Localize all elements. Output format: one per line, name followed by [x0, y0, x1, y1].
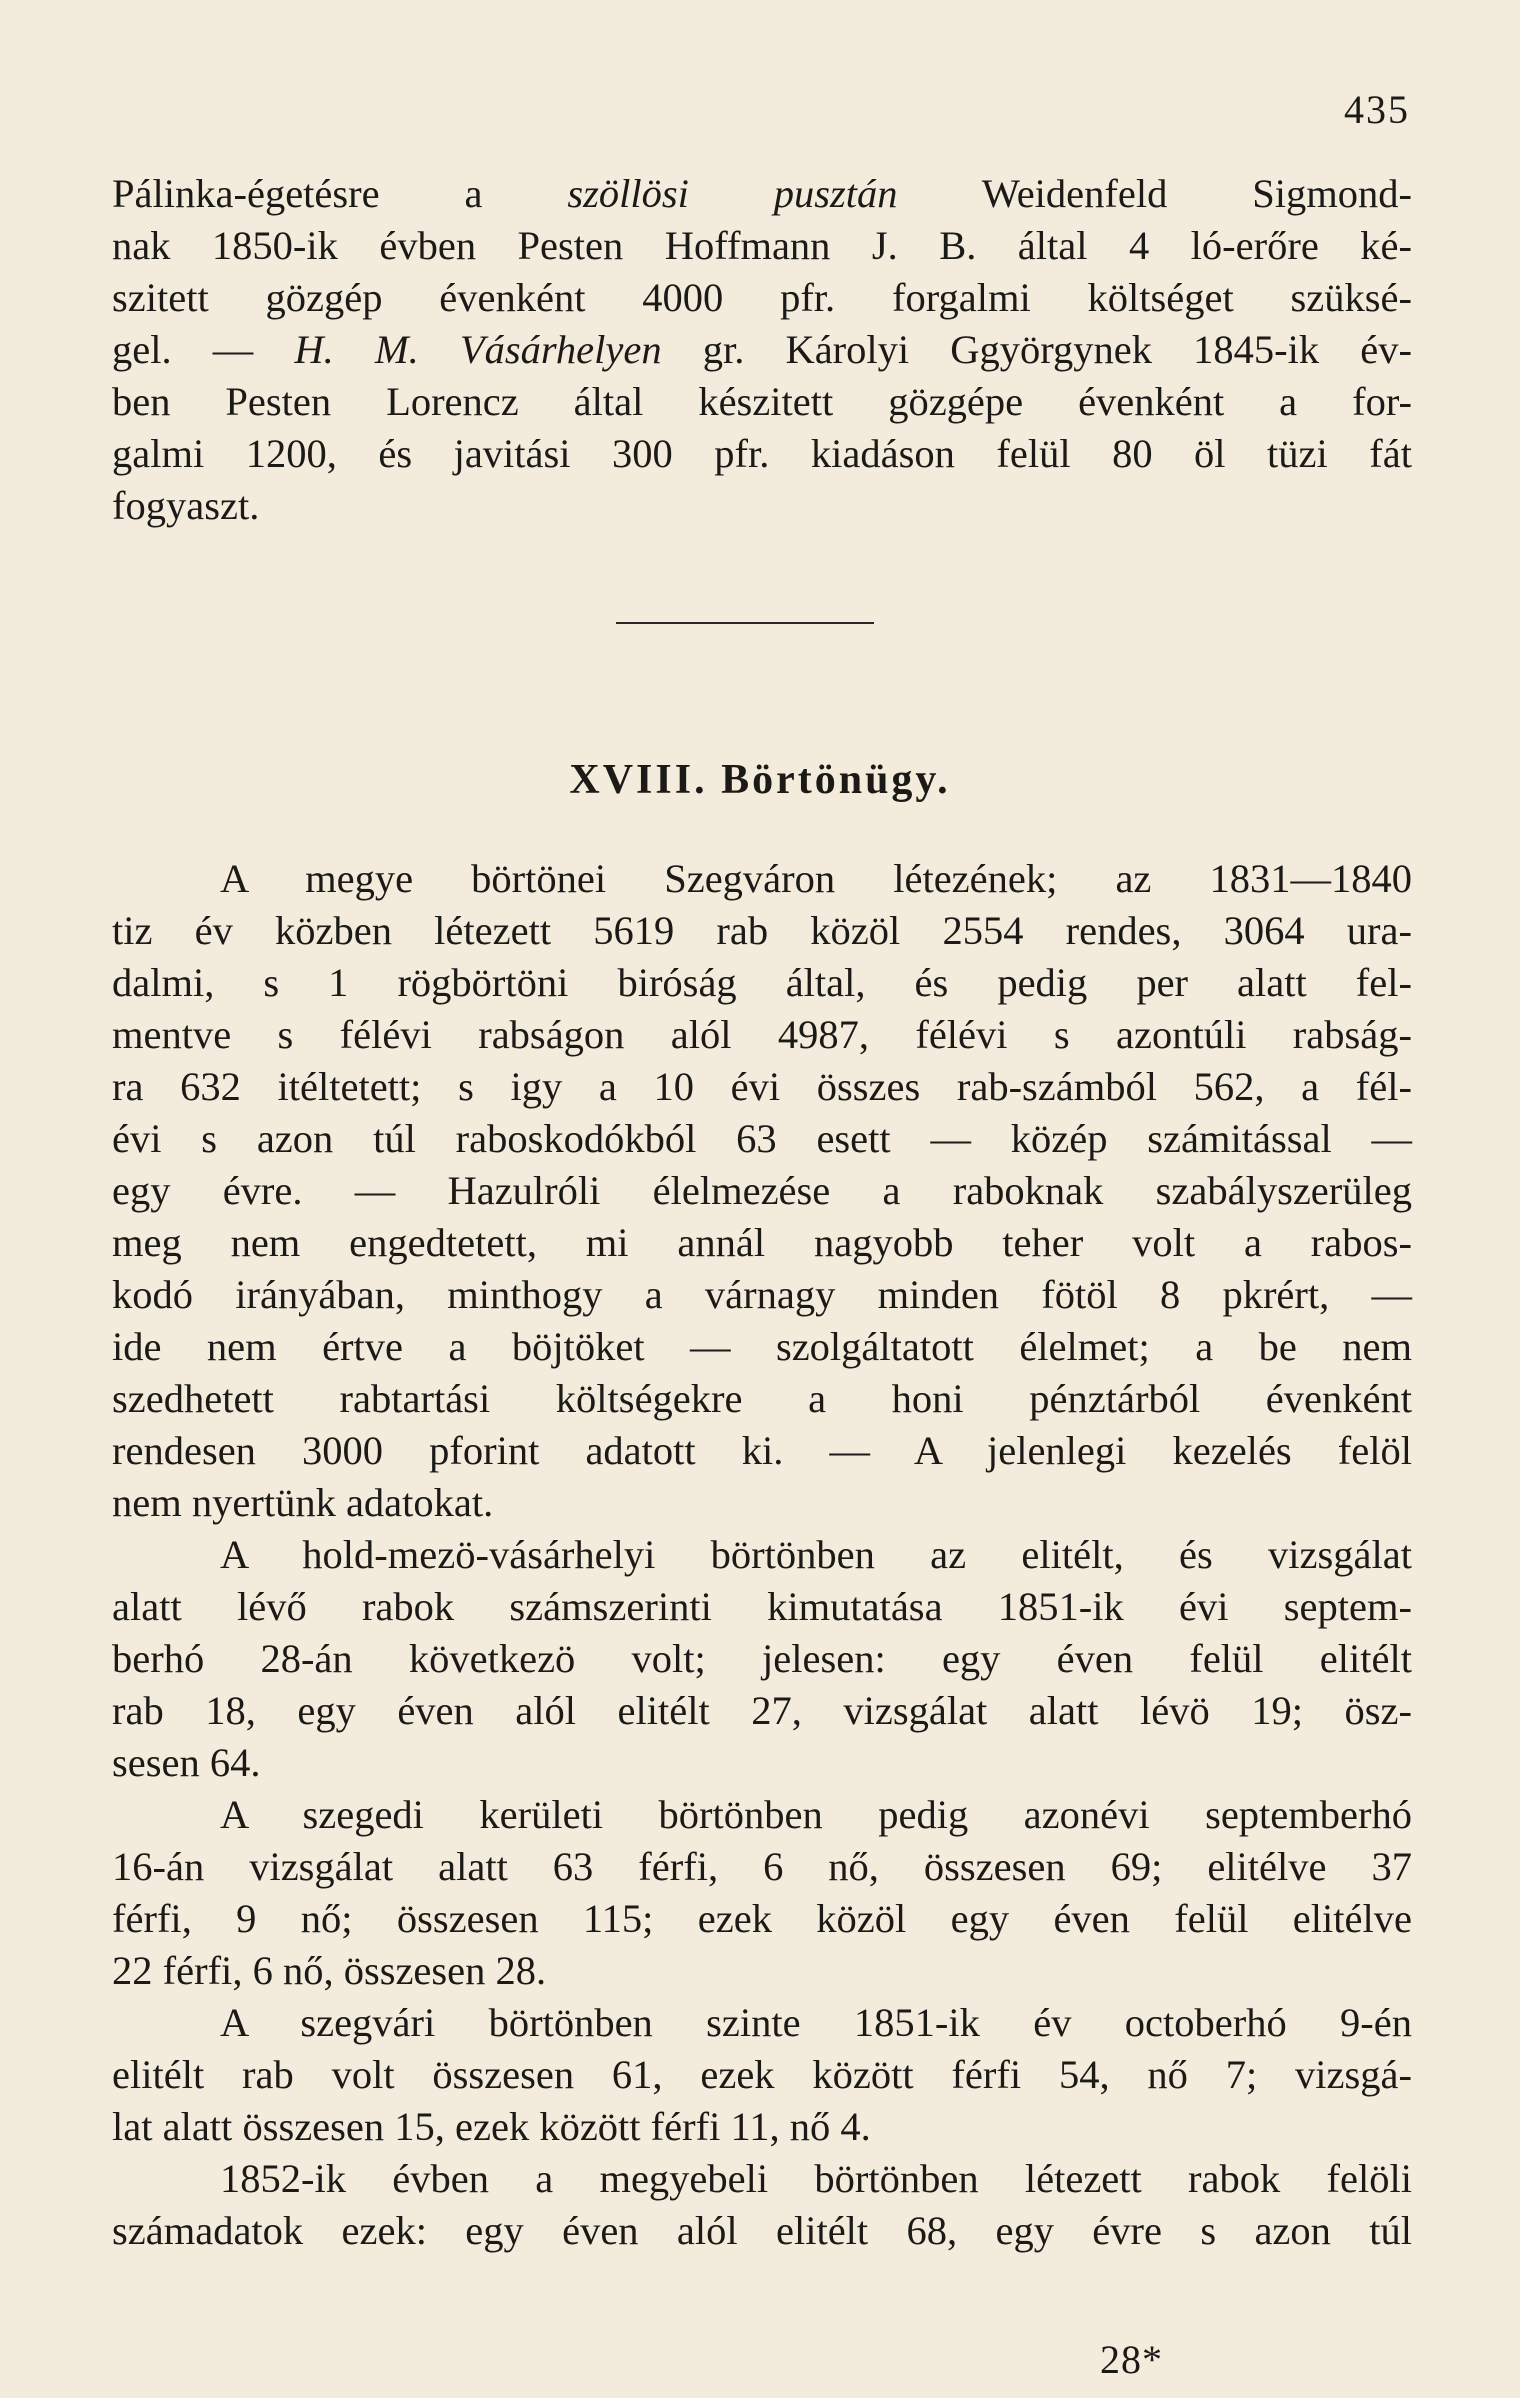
body-line: ide nem értve a böjtöket — szolgáltatott élelmet; a be nem: [112, 1324, 1412, 1369]
body-line: rendesen 3000 pforint adatott ki. — A jelenlegi kezelés felöl: [112, 1428, 1412, 1473]
body-line: alatt lévő rabok számszerinti kimutatása 1851-ik évi septem-: [112, 1584, 1412, 1629]
intro-line: Pálinka-égetésre a szöllösi pusztán Weidenfeld Sigmond-: [112, 171, 1412, 216]
intro-line: gel. — H. M. Vásárhelyen gr. Károlyi Ggyörgynek 1845-ik év-: [112, 327, 1412, 372]
body-line: évi s azon túl raboskodókból 63 esett — közép számitással —: [112, 1116, 1412, 1161]
body-line: dalmi, s 1 rögbörtöni biróság által, és pedig per alatt fel-: [112, 960, 1412, 1005]
intro-line: nak 1850-ik évben Pesten Hoffmann J. B. által 4 ló-erőre ké-: [112, 223, 1412, 268]
body-line: lat alatt összesen 15, ezek között férfi 11, nő 4.: [112, 2104, 871, 2149]
intro-line: szitett gözgép évenként 4000 pfr. forgalmi költséget szüksé-: [112, 275, 1412, 320]
body-line: nem nyertünk adatokat.: [112, 1480, 494, 1525]
body-line: számadatok ezek: egy éven alól elitélt 68, egy évre s azon túl: [112, 2208, 1412, 2253]
section-heading: XVIII. Börtönügy.: [569, 757, 951, 803]
body-line: ra 632 itéltetett; s igy a 10 évi összes rab-számból 562, a fél-: [112, 1064, 1412, 1109]
body-line: egy évre. — Hazulróli élelmezése a raboknak szabályszerüleg: [112, 1168, 1412, 1213]
body-line: szedhetett rabtartási költségekre a honi pénztárból évenként: [112, 1376, 1412, 1421]
signature-mark: 28*: [1100, 2337, 1163, 2382]
body-line: A szegedi kerületi börtönben pedig azonévi septemberhó: [220, 1792, 1412, 1837]
body-line: 22 férfi, 6 nő, összesen 28.: [112, 1948, 547, 1993]
body-line: 16-án vizsgálat alatt 63 férfi, 6 nő, összesen 69; elitélve 37: [112, 1844, 1412, 1889]
body-line: férfi, 9 nő; összesen 115; ezek közöl egy éven felül elitélve: [112, 1896, 1412, 1941]
body-line: A megye börtönei Szegváron létezének; az 1831—1840: [220, 856, 1412, 901]
body-line: meg nem engedtetett, mi annál nagyobb teher volt a rabos-: [112, 1220, 1412, 1265]
body-line: tiz év közben létezett 5619 rab közöl 2554 rendes, 3064 ura-: [112, 908, 1412, 953]
intro-line: ben Pesten Lorencz által készitett gözgépe évenként a for-: [112, 379, 1412, 424]
body-line: berhó 28-án következö volt; jelesen: egy éven felül elitélt: [112, 1636, 1412, 1681]
intro-line: galmi 1200, és javitási 300 pfr. kiadáson felül 80 öl tüzi fát: [112, 431, 1412, 476]
body-line: sesen 64.: [112, 1740, 261, 1785]
body-line: A szegvári börtönben szinte 1851-ik év octoberhó 9-én: [220, 2000, 1412, 2045]
body-line: mentve s félévi rabságon alól 4987, félévi s azontúli rabság-: [112, 1012, 1412, 1057]
body-line: 1852-ik évben a megyebeli börtönben létezett rabok felöli: [220, 2156, 1412, 2201]
body-line: elitélt rab volt összesen 61, ezek között férfi 54, nő 7; vizsgá-: [112, 2052, 1412, 2097]
page-number: 435: [1344, 87, 1410, 132]
body-line: A hold-mezö-vásárhelyi börtönben az elitélt, és vizsgálat: [220, 1532, 1412, 1577]
body-line: kodó irányában, minthogy a várnagy minden fötöl 8 pkrért, —: [112, 1272, 1412, 1317]
body-line: rab 18, egy éven alól elitélt 27, vizsgálat alatt lévö 19; ösz-: [112, 1688, 1412, 1733]
section-divider: [616, 622, 874, 624]
intro-line: fogyaszt.: [112, 483, 260, 528]
